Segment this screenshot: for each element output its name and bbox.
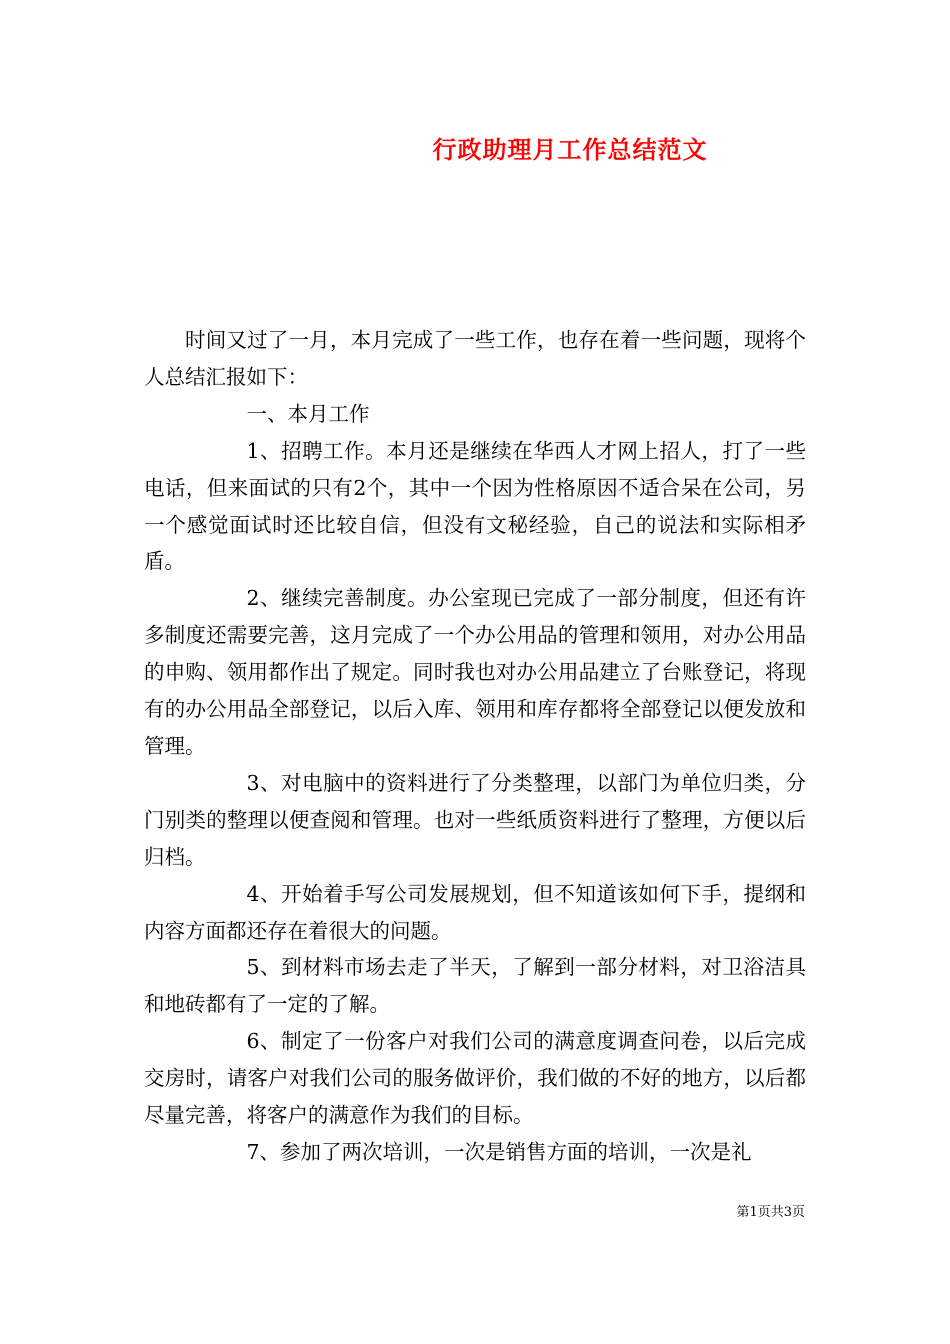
paragraph-intro: 时间又过了一月，本月完成了一些工作，也存在着一些问题，现将个人总结汇报如下：: [144, 328, 806, 389]
page-number-footer: 第1页共3页: [736, 1205, 805, 1220]
paragraph-item-2: 2、继续完善制度。办公室现已完成了一部分制度，但还有许多制度还需要完善，这月完成了一个办公用品的管理和领用，对办公用品的申购、领用都作出了规定。同时我也对办公用品建立了台账登记，将现有的办公用品全部登记，以后入库、领用和库存都将全部登记以便发放和管理。: [144, 586, 806, 758]
document-body: [144, 322, 806, 1171]
paragraph-item-7: 7、参加了两次培训，一次是销售方面的培训，一次是礼: [246, 1139, 752, 1164]
page-title: 行政助理月工作总结范文: [432, 135, 708, 164]
paragraph-item-6: 6、制定了一份客户对我们公司的满意度调查问卷，以后完成交房时，请客户对我们公司的服务做评价，我们做的不好的地方，以后都尽量完善，将客户的满意作为我们的目标。: [144, 1029, 806, 1128]
paragraph-item-3: 3、对电脑中的资料进行了分类整理，以部门为单位归类，分门别类的整理以便查阅和管理。也对一些纸质资料进行了整理，方便以后归档。: [144, 770, 806, 869]
paragraph-item-5: 5、到材料市场去走了半天，了解到一部分材料，对卫浴洁具和地砖都有了一定的了解。: [144, 955, 806, 1017]
paragraph-item-4: 4、开始着手写公司发展规划，但不知道该如何下手，提纲和内容方面都还存在着很大的问题。: [144, 881, 806, 943]
paragraph-item-1: 1、招聘工作。本月还是继续在华西人才网上招人，打了一些电话，但来面试的只有2个，其中一个因为性格原因不适合呆在公司，另一个感觉面试时还比较自信，但没有文秘经验，自己的说法和实际相矛盾。: [144, 438, 806, 574]
section-heading: 一、本月工作: [246, 401, 370, 426]
